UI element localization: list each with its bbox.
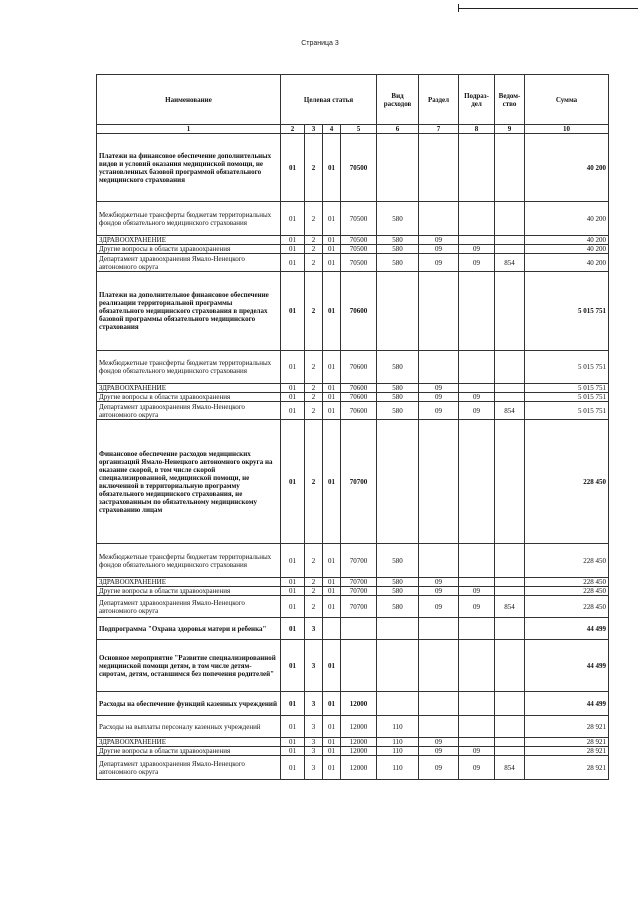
row-code-cell: 01	[281, 351, 305, 384]
row-code-cell: 01	[323, 420, 341, 544]
row-code-cell: 3	[305, 640, 323, 692]
row-code-cell: 580	[377, 578, 419, 587]
row-code-cell: 3	[305, 738, 323, 747]
row-code-cell: 580	[377, 587, 419, 596]
row-code-cell: 01	[281, 134, 305, 202]
row-code-cell: 580	[377, 544, 419, 578]
col-number: 6	[377, 125, 419, 134]
row-amount-cell: 40 200	[525, 236, 609, 245]
row-code-cell: 2	[305, 134, 323, 202]
row-code-cell: 70700	[341, 544, 377, 578]
row-code-cell	[459, 134, 495, 202]
row-code-cell: 01	[323, 544, 341, 578]
row-code-cell: 70700	[341, 420, 377, 544]
row-name-cell: Расходы на выплаты персоналу казенных учреждений	[97, 716, 281, 738]
row-amount-cell: 5 015 751	[525, 393, 609, 402]
row-code-cell	[419, 272, 459, 351]
row-code-cell: 70700	[341, 578, 377, 587]
row-code-cell	[495, 578, 525, 587]
row-code-cell: 01	[281, 587, 305, 596]
row-code-cell	[495, 272, 525, 351]
row-amount-cell: 228 450	[525, 544, 609, 578]
row-code-cell: 2	[305, 202, 323, 236]
row-code-cell: 2	[305, 393, 323, 402]
row-code-cell: 580	[377, 351, 419, 384]
row-code-cell: 01	[281, 716, 305, 738]
row-code-cell: 09	[419, 587, 459, 596]
row-code-cell	[377, 420, 419, 544]
row-code-cell: 3	[305, 756, 323, 780]
table-row	[97, 272, 609, 351]
row-code-cell: 01	[323, 254, 341, 272]
row-code-cell: 70500	[341, 134, 377, 202]
row-code-cell: 09	[419, 402, 459, 420]
row-name-cell: Межбюджетные трансферты бюджетам территориальных фондов обязательного медицинского страхования	[97, 544, 281, 578]
row-code-cell: 01	[323, 587, 341, 596]
row-code-cell	[495, 640, 525, 692]
row-code-cell: 12000	[341, 747, 377, 756]
table-row	[97, 596, 609, 618]
row-name-cell: ЗДРАВООХРАНЕНИЕ	[97, 578, 281, 587]
row-code-cell: 2	[305, 578, 323, 587]
header-name: Наименование	[97, 75, 281, 125]
top-rule	[458, 8, 638, 9]
row-code-cell: 01	[281, 544, 305, 578]
row-code-cell	[419, 351, 459, 384]
row-code-cell	[459, 544, 495, 578]
table-row	[97, 393, 609, 402]
row-code-cell: 70500	[341, 245, 377, 254]
row-code-cell: 12000	[341, 738, 377, 747]
row-code-cell: 01	[281, 420, 305, 544]
row-code-cell	[459, 351, 495, 384]
row-code-cell: 70600	[341, 384, 377, 393]
row-name-cell: Департамент здравоохранения Ямало-Ненецкого автономного округа	[97, 254, 281, 272]
row-code-cell: 01	[281, 254, 305, 272]
row-code-cell: 09	[459, 245, 495, 254]
row-code-cell	[459, 640, 495, 692]
row-code-cell: 01	[281, 393, 305, 402]
table-row	[97, 544, 609, 578]
row-code-cell: 854	[495, 596, 525, 618]
row-code-cell: 01	[281, 384, 305, 393]
row-code-cell: 09	[459, 756, 495, 780]
row-amount-cell: 44 499	[525, 640, 609, 692]
row-code-cell: 09	[459, 402, 495, 420]
table-row	[97, 618, 609, 640]
row-code-cell	[419, 640, 459, 692]
row-code-cell: 01	[323, 692, 341, 716]
row-code-cell	[459, 578, 495, 587]
row-code-cell: 580	[377, 202, 419, 236]
row-code-cell	[459, 618, 495, 640]
header-section: Раздел	[419, 75, 459, 125]
row-code-cell	[495, 544, 525, 578]
table-body	[97, 134, 609, 780]
row-name-cell: ЗДРАВООХРАНЕНИЕ	[97, 236, 281, 245]
row-code-cell: 70600	[341, 351, 377, 384]
row-code-cell: 09	[419, 596, 459, 618]
row-code-cell: 2	[305, 420, 323, 544]
row-code-cell	[495, 747, 525, 756]
row-code-cell: 09	[459, 747, 495, 756]
row-amount-cell: 5 015 751	[525, 384, 609, 393]
row-code-cell: 09	[419, 393, 459, 402]
row-name-cell: Межбюджетные трансферты бюджетам территориальных фондов обязательного медицинского страхования	[97, 202, 281, 236]
row-code-cell: 580	[377, 254, 419, 272]
table-row	[97, 756, 609, 780]
row-code-cell: 01	[323, 716, 341, 738]
row-code-cell: 09	[459, 393, 495, 402]
row-code-cell: 09	[459, 254, 495, 272]
row-code-cell: 01	[323, 596, 341, 618]
col-number: 2	[281, 125, 305, 134]
row-code-cell: 854	[495, 756, 525, 780]
row-code-cell: 01	[323, 402, 341, 420]
row-code-cell: 110	[377, 738, 419, 747]
col-number: 8	[459, 125, 495, 134]
row-code-cell	[495, 420, 525, 544]
row-amount-cell: 228 450	[525, 578, 609, 587]
row-name-cell: Подпрограмма "Охрана здоровья матери и ребенка"	[97, 618, 281, 640]
row-code-cell: 01	[323, 134, 341, 202]
row-code-cell: 01	[323, 756, 341, 780]
table-row	[97, 578, 609, 587]
row-code-cell: 01	[281, 692, 305, 716]
row-code-cell: 70700	[341, 587, 377, 596]
row-code-cell	[323, 618, 341, 640]
row-code-cell: 01	[323, 578, 341, 587]
row-code-cell: 01	[323, 202, 341, 236]
row-code-cell: 01	[323, 393, 341, 402]
row-code-cell: 09	[419, 738, 459, 747]
row-code-cell: 09	[419, 747, 459, 756]
row-name-cell: Платежи на дополнительное финансовое обеспечение реализации территориальной программы обязательного медицинского страхования в пределах базовой программы обязательного медицинского страхования	[97, 272, 281, 351]
row-code-cell	[495, 134, 525, 202]
row-code-cell: 854	[495, 254, 525, 272]
row-code-cell: 3	[305, 618, 323, 640]
row-code-cell: 70500	[341, 236, 377, 245]
table-row	[97, 420, 609, 544]
row-code-cell: 12000	[341, 692, 377, 716]
col-number: 4	[323, 125, 341, 134]
row-amount-cell: 28 921	[525, 756, 609, 780]
row-code-cell	[459, 420, 495, 544]
row-code-cell	[377, 618, 419, 640]
row-code-cell	[419, 716, 459, 738]
row-code-cell: 01	[281, 202, 305, 236]
row-amount-cell: 44 499	[525, 618, 609, 640]
row-name-cell: Другие вопросы в области здравоохранения	[97, 393, 281, 402]
row-code-cell: 09	[419, 254, 459, 272]
table-row	[97, 640, 609, 692]
header-target: Целевая статья	[281, 75, 377, 125]
row-code-cell: 01	[323, 384, 341, 393]
row-code-cell: 110	[377, 747, 419, 756]
row-code-cell	[495, 245, 525, 254]
row-name-cell: Финансовое обеспечение расходов медицинских организаций Ямало-Ненецкого автономного округа на оказание скорой, в том числе скорой специализированной, медицинской помощи, не включенной в территориальную программу обязательного медицинского страхования, не застрахованным по обязательному медицинскому страхованию лицам	[97, 420, 281, 544]
row-code-cell: 2	[305, 596, 323, 618]
row-code-cell: 01	[323, 738, 341, 747]
col-number: 7	[419, 125, 459, 134]
budget-table	[96, 74, 609, 780]
row-code-cell	[459, 384, 495, 393]
row-code-cell	[495, 202, 525, 236]
row-code-cell: 01	[323, 747, 341, 756]
row-code-cell: 70700	[341, 596, 377, 618]
row-code-cell: 2	[305, 384, 323, 393]
row-code-cell	[459, 202, 495, 236]
row-code-cell	[419, 692, 459, 716]
row-amount-cell: 44 499	[525, 692, 609, 716]
table-row	[97, 738, 609, 747]
col-number: 3	[305, 125, 323, 134]
row-amount-cell: 28 921	[525, 716, 609, 738]
row-code-cell: 09	[459, 587, 495, 596]
row-code-cell	[341, 640, 377, 692]
row-code-cell: 01	[281, 402, 305, 420]
header-row	[97, 75, 609, 125]
row-name-cell: Департамент здравоохранения Ямало-Ненецкого автономного округа	[97, 402, 281, 420]
row-code-cell: 01	[323, 272, 341, 351]
row-code-cell: 2	[305, 587, 323, 596]
row-name-cell: ЗДРАВООХРАНЕНИЕ	[97, 738, 281, 747]
row-name-cell: Другие вопросы в области здравоохранения	[97, 587, 281, 596]
row-code-cell	[341, 618, 377, 640]
row-code-cell: 580	[377, 402, 419, 420]
row-code-cell: 70500	[341, 202, 377, 236]
row-code-cell: 110	[377, 756, 419, 780]
row-code-cell: 01	[281, 747, 305, 756]
table-row	[97, 587, 609, 596]
row-amount-cell: 40 200	[525, 202, 609, 236]
row-amount-cell: 40 200	[525, 134, 609, 202]
table-row	[97, 692, 609, 716]
row-code-cell: 3	[305, 692, 323, 716]
row-code-cell: 09	[419, 384, 459, 393]
row-name-cell: Межбюджетные трансферты бюджетам территориальных фондов обязательного медицинского страхования	[97, 351, 281, 384]
row-code-cell: 2	[305, 236, 323, 245]
row-code-cell: 01	[323, 245, 341, 254]
row-code-cell	[377, 640, 419, 692]
table-row	[97, 402, 609, 420]
row-amount-cell: 228 450	[525, 420, 609, 544]
row-code-cell: 01	[323, 351, 341, 384]
row-code-cell: 70600	[341, 402, 377, 420]
row-code-cell	[419, 618, 459, 640]
page-label: Страница 3	[301, 40, 339, 47]
row-code-cell: 01	[281, 236, 305, 245]
col-number: 9	[495, 125, 525, 134]
row-code-cell: 01	[281, 756, 305, 780]
row-code-cell	[495, 236, 525, 245]
header-amount: Сумма	[525, 75, 609, 125]
row-code-cell: 2	[305, 544, 323, 578]
row-code-cell: 70600	[341, 393, 377, 402]
row-amount-cell: 228 450	[525, 596, 609, 618]
row-code-cell: 580	[377, 596, 419, 618]
row-code-cell: 580	[377, 393, 419, 402]
row-amount-cell: 5 015 751	[525, 402, 609, 420]
row-code-cell	[419, 544, 459, 578]
col-number: 5	[341, 125, 377, 134]
row-code-cell: 12000	[341, 716, 377, 738]
row-amount-cell: 40 200	[525, 245, 609, 254]
row-amount-cell: 40 200	[525, 254, 609, 272]
row-name-cell: Основное мероприятие "Развитие специализированной медицинской помощи детям, в том числе детям-сиротам, детям, оставшимся без попечения родителей"	[97, 640, 281, 692]
row-code-cell: 2	[305, 351, 323, 384]
row-code-cell: 2	[305, 245, 323, 254]
row-code-cell	[495, 738, 525, 747]
row-amount-cell: 28 921	[525, 747, 609, 756]
table-row	[97, 245, 609, 254]
row-code-cell: 70600	[341, 272, 377, 351]
row-amount-cell: 5 015 751	[525, 272, 609, 351]
row-code-cell: 01	[281, 618, 305, 640]
row-code-cell: 01	[281, 640, 305, 692]
row-code-cell: 01	[281, 578, 305, 587]
table-row	[97, 716, 609, 738]
row-code-cell: 01	[281, 245, 305, 254]
row-code-cell: 580	[377, 384, 419, 393]
row-code-cell: 01	[323, 640, 341, 692]
row-code-cell: 09	[419, 756, 459, 780]
row-name-cell: Другие вопросы в области здравоохранения	[97, 245, 281, 254]
row-name-cell: ЗДРАВООХРАНЕНИЕ	[97, 384, 281, 393]
row-code-cell	[459, 272, 495, 351]
row-code-cell: 110	[377, 716, 419, 738]
row-code-cell	[495, 351, 525, 384]
row-amount-cell: 5 015 751	[525, 351, 609, 384]
row-code-cell	[495, 393, 525, 402]
row-code-cell	[459, 738, 495, 747]
row-code-cell	[419, 134, 459, 202]
row-code-cell	[495, 618, 525, 640]
row-name-cell: Департамент здравоохранения Ямало-Ненецкого автономного округа	[97, 756, 281, 780]
table-row	[97, 254, 609, 272]
row-code-cell	[419, 420, 459, 544]
col-number: 1	[97, 125, 281, 134]
row-code-cell: 09	[419, 245, 459, 254]
row-code-cell	[495, 587, 525, 596]
row-name-cell: Расходы на обеспечение функций казенных учреждений	[97, 692, 281, 716]
row-code-cell: 09	[459, 596, 495, 618]
row-code-cell: 12000	[341, 756, 377, 780]
row-code-cell: 854	[495, 402, 525, 420]
header-expense-type: Вид расходов	[377, 75, 419, 125]
row-code-cell: 2	[305, 272, 323, 351]
table-row	[97, 202, 609, 236]
row-code-cell: 01	[281, 272, 305, 351]
row-name-cell: Платежи на финансовое обеспечение дополнительных видов и условий оказания медицинской помощи, не установленных базовой программой обязательного медицинского страхования	[97, 134, 281, 202]
table-row	[97, 351, 609, 384]
row-code-cell: 580	[377, 245, 419, 254]
row-code-cell: 09	[419, 236, 459, 245]
row-code-cell: 01	[323, 236, 341, 245]
row-code-cell: 3	[305, 716, 323, 738]
row-code-cell	[495, 716, 525, 738]
row-code-cell: 01	[281, 596, 305, 618]
row-code-cell	[377, 272, 419, 351]
row-code-cell	[419, 202, 459, 236]
table-row	[97, 236, 609, 245]
row-code-cell	[495, 384, 525, 393]
col-number: 10	[525, 125, 609, 134]
row-code-cell	[459, 716, 495, 738]
table-row	[97, 384, 609, 393]
row-name-cell: Другие вопросы в области здравоохранения	[97, 747, 281, 756]
header-department: Ведом-ство	[495, 75, 525, 125]
row-code-cell: 70500	[341, 254, 377, 272]
row-code-cell	[377, 134, 419, 202]
row-code-cell	[377, 692, 419, 716]
table-row	[97, 747, 609, 756]
row-code-cell	[459, 236, 495, 245]
row-code-cell	[459, 692, 495, 716]
row-amount-cell: 28 921	[525, 738, 609, 747]
numbering-row	[97, 125, 609, 134]
header-subsection: Подраз-дел	[459, 75, 495, 125]
table-row	[97, 134, 609, 202]
row-code-cell: 2	[305, 402, 323, 420]
row-code-cell: 09	[419, 578, 459, 587]
row-amount-cell: 228 450	[525, 587, 609, 596]
row-code-cell: 3	[305, 747, 323, 756]
row-code-cell: 01	[281, 738, 305, 747]
row-code-cell: 580	[377, 236, 419, 245]
row-code-cell	[495, 692, 525, 716]
row-name-cell: Департамент здравоохранения Ямало-Ненецкого автономного округа	[97, 596, 281, 618]
row-code-cell: 2	[305, 254, 323, 272]
